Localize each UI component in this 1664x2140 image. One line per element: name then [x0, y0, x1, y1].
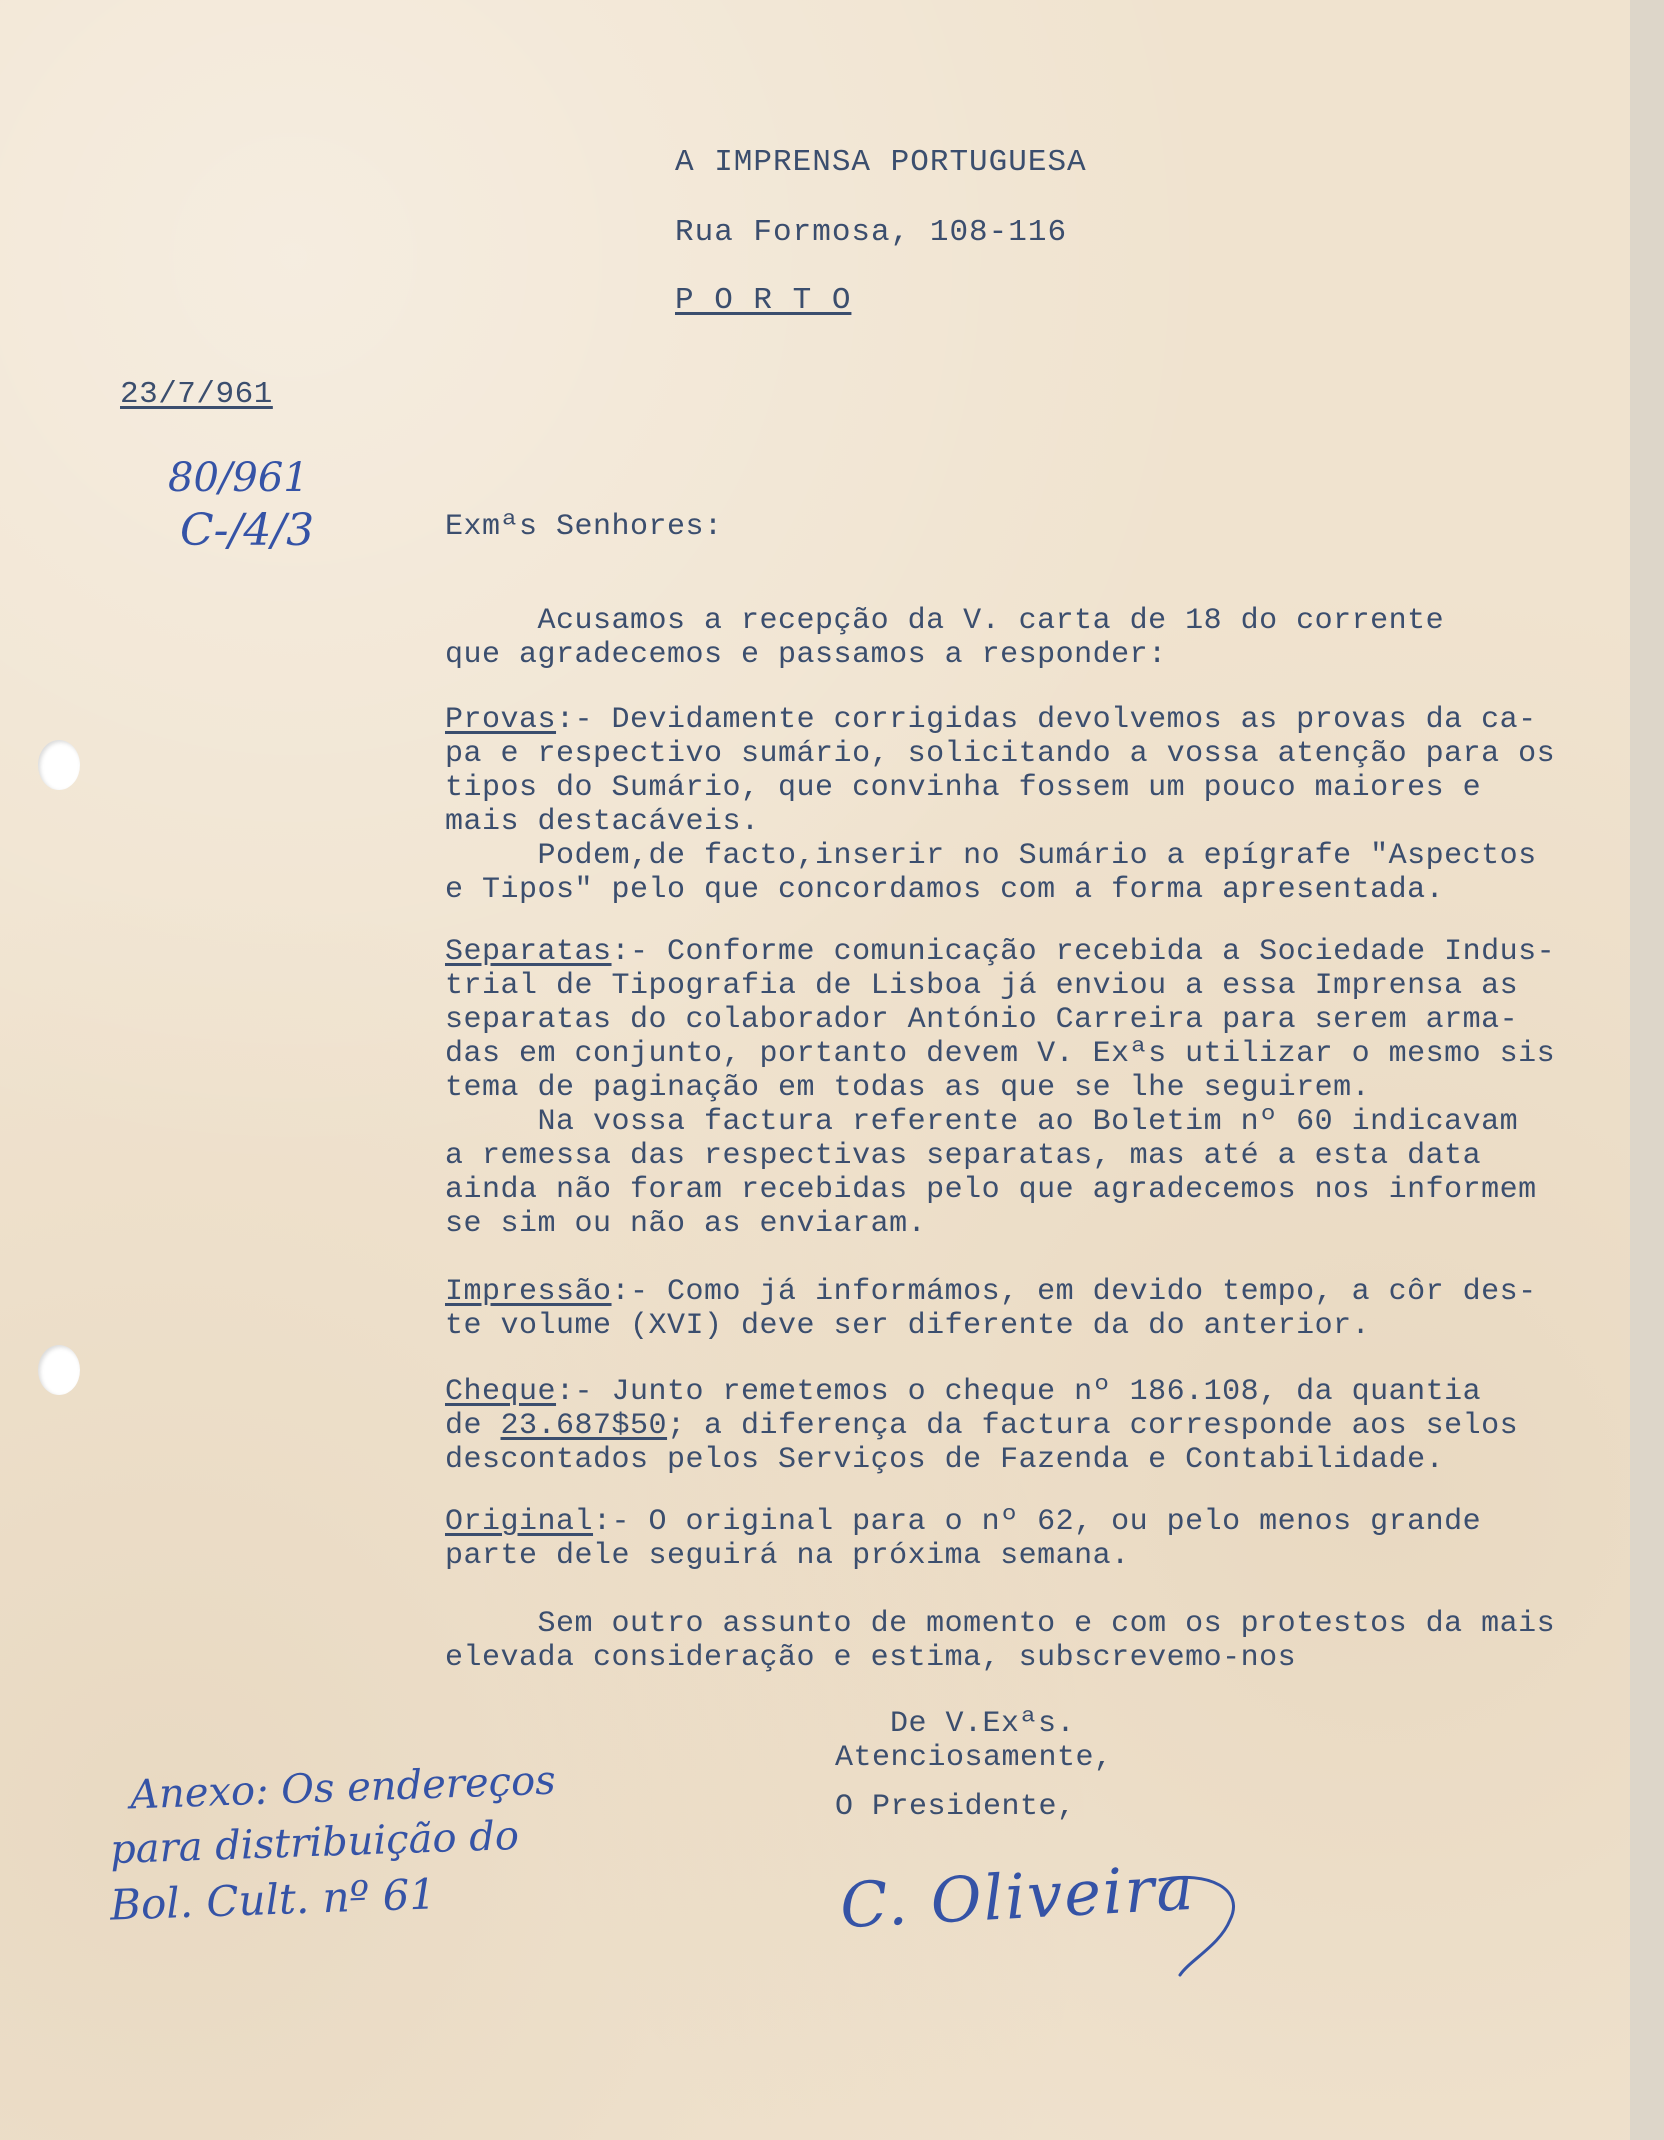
annex-note-line-2: para distribuição do: [109, 1812, 520, 1874]
cheque-amount: 23.687$50: [500, 1409, 668, 1443]
section-text: :- Como já informámos, em devido tempo, a côr des-: [611, 1275, 1537, 1309]
section-text: tema de paginação em todas as que se lhe seguirem.: [445, 1071, 1371, 1105]
company-city: P O R T O: [675, 283, 852, 318]
signature-flourish: [1150, 1860, 1260, 1980]
letter-date: 23/7/961: [120, 377, 273, 412]
section-impressao: [445, 1275, 1537, 1343]
signature-line-1: De V.Exªs.: [890, 1707, 1076, 1741]
section-label-cheque: Cheque: [445, 1375, 557, 1409]
section-text: ; a diferença da factura corresponde aos selos: [667, 1409, 1519, 1443]
section-text: ainda não foram recebidas pelo que agradecemos nos informem: [445, 1173, 1537, 1207]
section-text: parte dele seguirá na próxima semana.: [445, 1539, 1130, 1573]
section-text: separatas do colaborador António Carreira para serem arma-: [445, 1003, 1519, 1037]
intro-paragraph: [445, 604, 1444, 672]
section-text: trial de Tipografia de Lisboa já enviou a essa Imprensa as: [445, 969, 1519, 1003]
section-text: Na vossa factura referente ao Boletim nº 60 indicavam: [445, 1105, 1519, 1139]
section-label-provas: Provas: [445, 703, 557, 737]
punch-hole-top: [38, 740, 80, 790]
section-text: :- Conforme comunicação recebida a Sociedade Indus-: [611, 935, 1556, 969]
section-label-separatas: Separatas: [445, 935, 612, 969]
section-text: a remessa das respectivas separatas, mas até a esta data: [445, 1139, 1482, 1173]
section-text: se sim ou não as enviaram.: [445, 1207, 927, 1241]
section-text: de: [445, 1409, 501, 1443]
company-address: Rua Formosa, 108-116: [675, 215, 1068, 250]
section-text: :- O original para o nº 62, ou pelo menos grande: [593, 1505, 1482, 1539]
section-original: [445, 1505, 1481, 1573]
signature-line-2: Atenciosamente,: [835, 1741, 1113, 1775]
closing-line: Sem outro assunto de momento e com os protestos da mais: [445, 1607, 1556, 1641]
annex-note-line-3: Bol. Cult. nº 61: [109, 1869, 437, 1930]
handwritten-ref-code: C-/4/3: [180, 505, 315, 556]
section-label-original: Original: [445, 1505, 594, 1539]
handwritten-signature: C. Oliveira: [838, 1850, 1197, 1943]
section-text: :- Junto remetemos o cheque nº 186.108, da quantia: [556, 1375, 1482, 1409]
intro-line: que agradecemos e passamos a responder:: [445, 638, 1167, 672]
section-text: tipos do Sumário, que convinha fossem um pouco maiores e: [445, 771, 1482, 805]
salutation: Exmªs Senhores:: [445, 510, 723, 544]
intro-line: Acusamos a recepção da V. carta de 18 do corrente: [445, 604, 1445, 638]
section-text: das em conjunto, portanto devem V. Exªs utilizar o mesmo sis: [445, 1037, 1556, 1071]
section-separatas: [445, 935, 1555, 1241]
section-provas: [445, 703, 1555, 907]
signature-line-3: O Presidente,: [835, 1790, 1076, 1824]
annex-note-line-1: Anexo: Os endereços: [129, 1757, 557, 1819]
closing-paragraph: [445, 1607, 1555, 1675]
punch-hole-bottom: [38, 1345, 80, 1395]
section-text: te volume (XVI) deve ser diferente da do anterior.: [445, 1309, 1371, 1343]
section-text: descontados pelos Serviços de Fazenda e Contabilidade.: [445, 1443, 1445, 1477]
section-text: mais destacáveis.: [445, 805, 760, 839]
section-text: :- Devidamente corrigidas devolvemos as provas da ca-: [556, 703, 1537, 737]
handwritten-ref-number: 80/961: [168, 455, 309, 501]
company-name: A IMPRENSA PORTUGUESA: [675, 145, 1087, 180]
closing-line: elevada consideração e estima, subscrevemo-nos: [445, 1641, 1297, 1675]
section-label-impressao: Impressão: [445, 1275, 612, 1309]
section-text: Podem,de facto,inserir no Sumário a epígrafe "Aspectos: [445, 839, 1537, 873]
section-text: e Tipos" pelo que concordamos com a forma apresentada.: [445, 873, 1445, 907]
section-text: pa e respectivo sumário, solicitando a vossa atenção para os: [445, 737, 1556, 771]
section-cheque: [445, 1375, 1518, 1477]
